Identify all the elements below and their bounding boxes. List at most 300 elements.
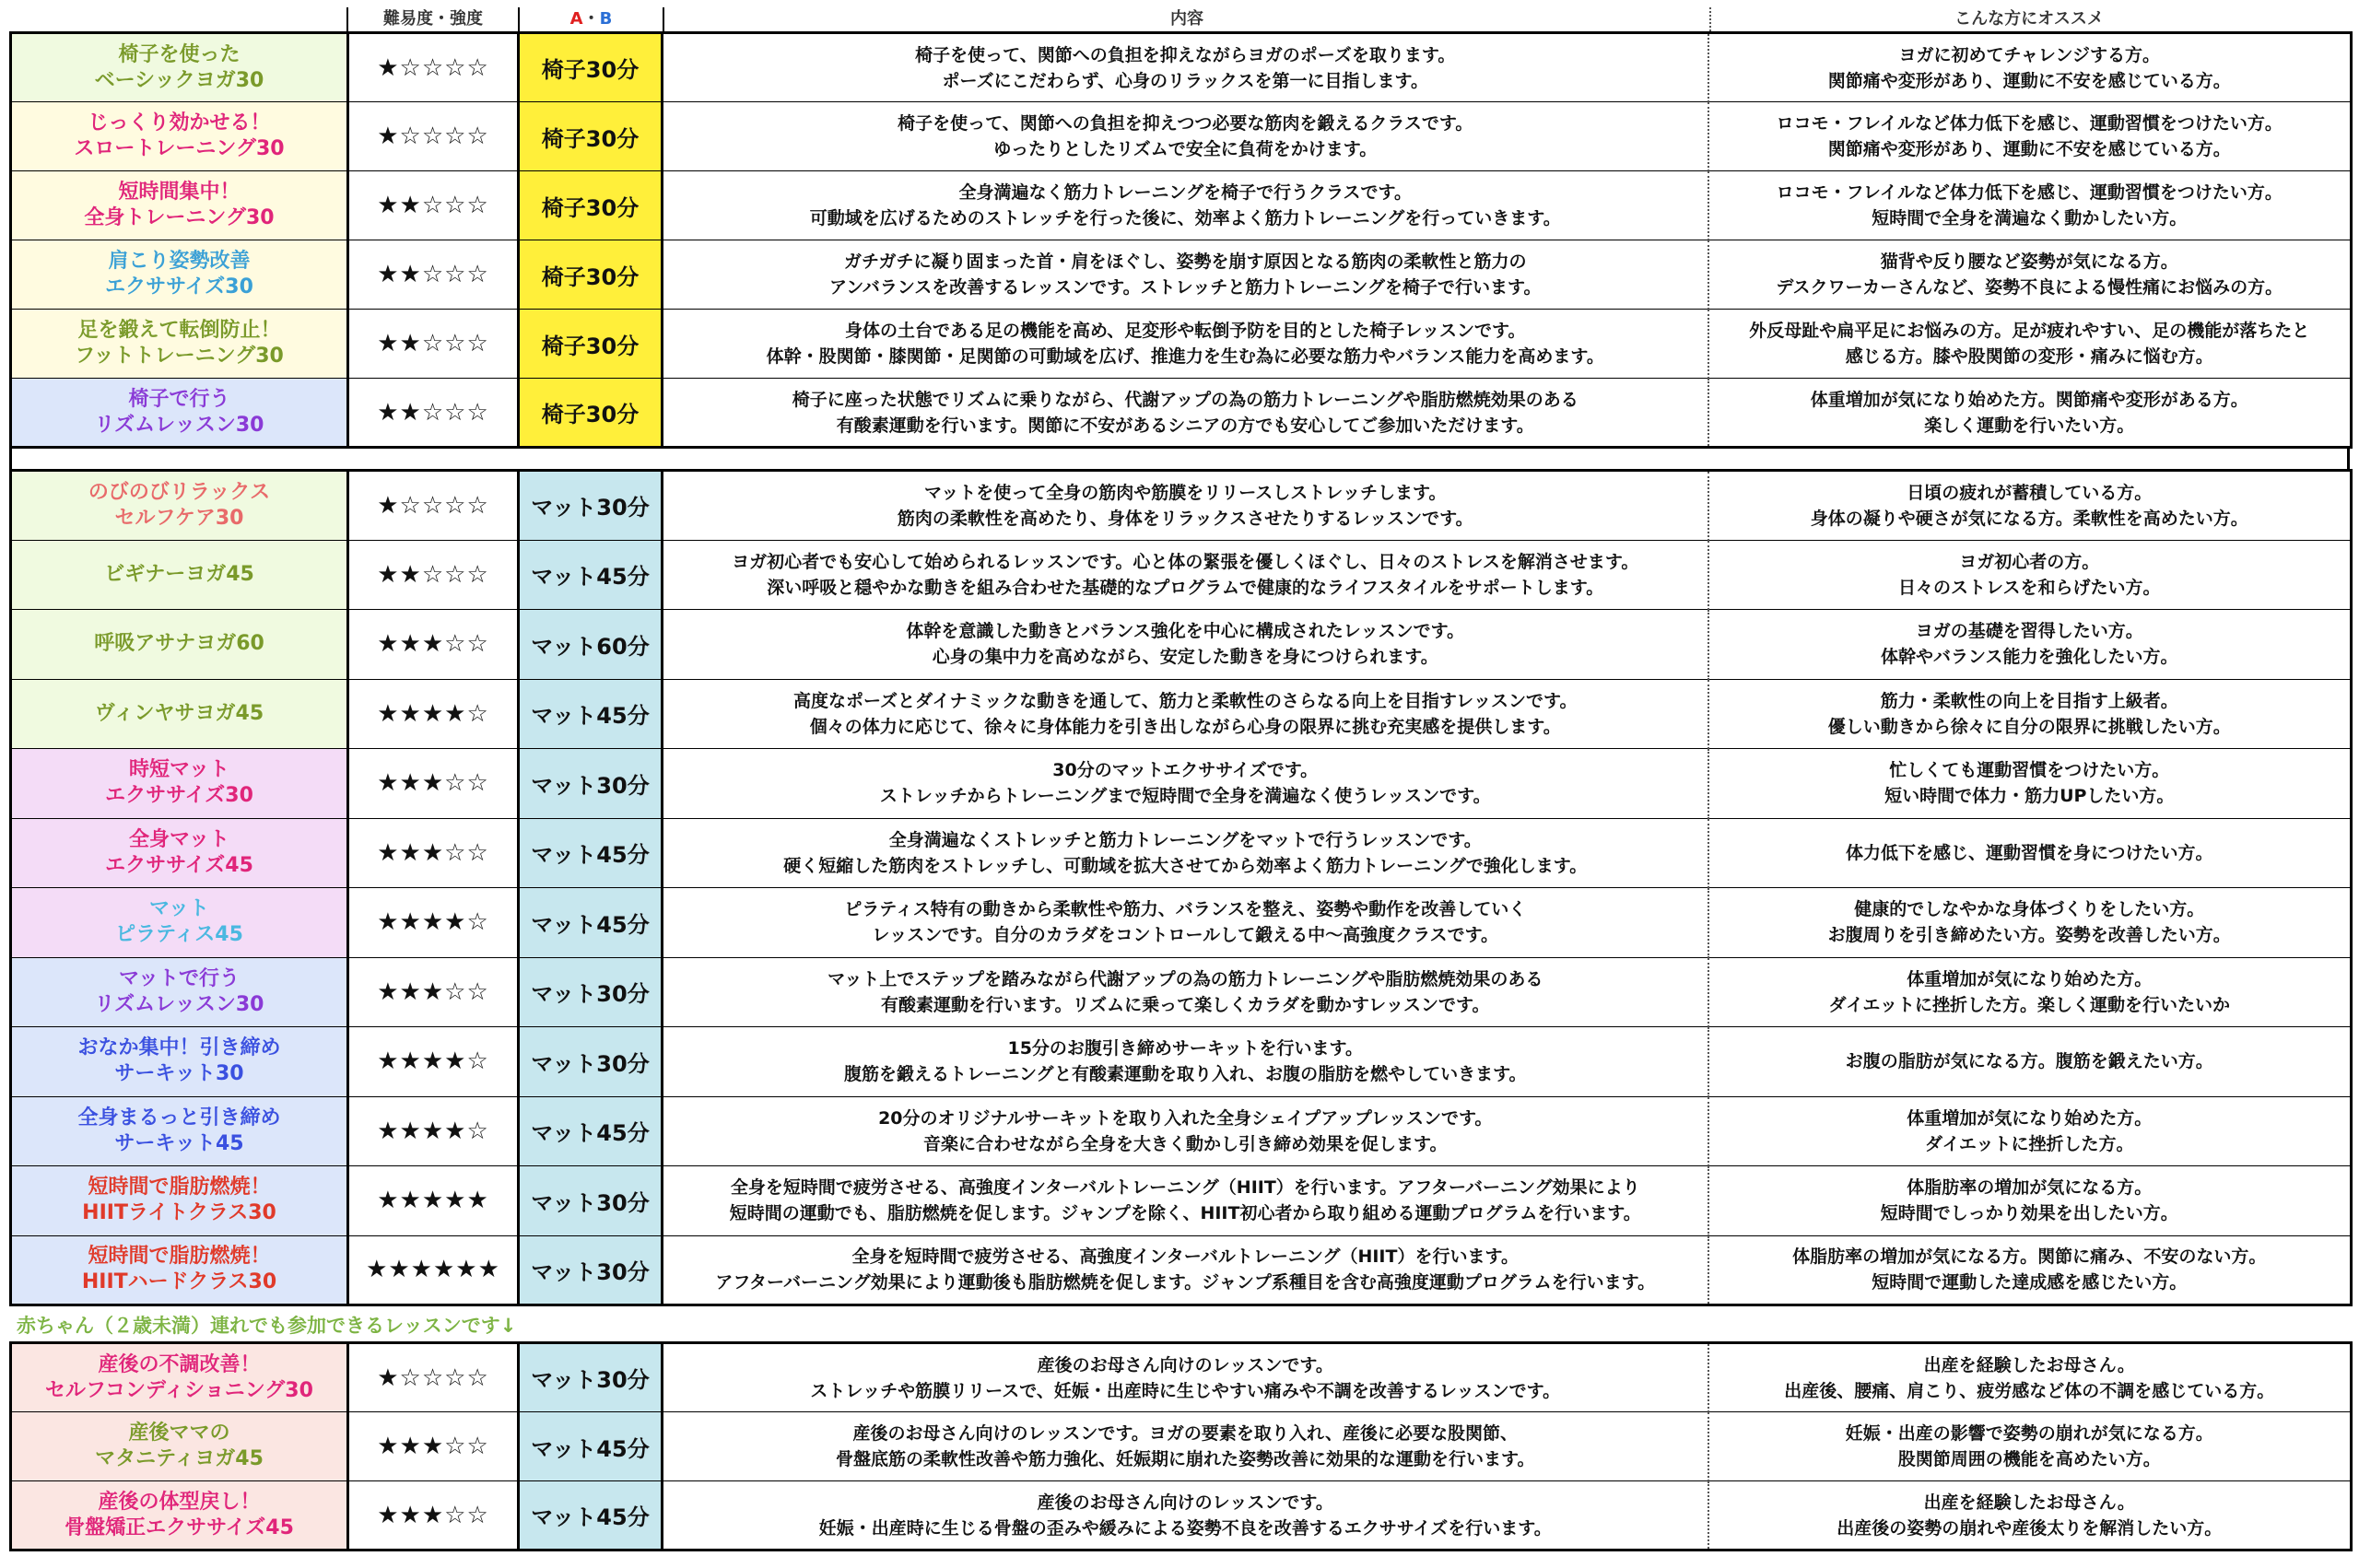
difficulty-stars: ★★★☆☆ [377,1433,489,1460]
lesson-name: 足を鍛えて転倒防止！ [77,319,281,342]
description-cell [663,1027,1708,1097]
description-line: アフターバーニング効果により運動後も脂肪燃焼を促します。ジャンプ系種目を含む高強度運動プログラムを行います。 [715,1272,1656,1293]
difficulty-stars: ★★☆☆☆ [377,398,489,427]
table-row [11,888,2352,958]
recommend-line: 日頃の疲れが蓄積している方。 [1907,482,2153,503]
lesson-name: 短時間で脂肪燃焼！ [88,1176,271,1199]
difficulty-stars: ★★★☆☆ [377,838,489,867]
table-row [11,818,2352,888]
description-line: ガチガチに凝り固まった首・肩をほぐし、姿勢を崩す原因となる筋肉の柔軟性と筋力の [843,252,1527,272]
description-line: レッスンです。自分のカラダをコントロールして鍛える中〜高強度クラスです。 [872,925,1499,946]
lesson-name: サーキット30 [114,1062,244,1086]
recommend-line: 体幹やバランス能力を強化したい方。 [1881,647,2178,668]
recommend-line: 短時間でしっかり効果を出したい方。 [1880,1203,2178,1224]
table-row [11,471,2352,541]
lesson-name: ピラティス45 [115,923,243,947]
recommend-line: 身体の凝りや硬さが気になる方。柔軟性を高めたい方。 [1810,508,2248,529]
lesson-name-cell [11,1412,348,1481]
format-label: マット45分 [531,842,650,869]
description-cell [663,957,1708,1027]
lesson-name: じっくり効かせる！ [88,111,271,135]
description-line: 椅子を使って、関節への負担を抑えながらヨガのポーズを取ります。 [915,44,1456,65]
difficulty-stars: ★★★☆☆ [377,630,489,659]
recommend-cell [1708,888,2352,958]
recommend-cell [1708,957,2352,1027]
recommend-line: 忙しくても運動習慣をつけたい方。 [1889,760,2170,781]
lesson-name-cell [11,957,348,1027]
table-row [11,1096,2352,1166]
recommend-line: 体重増加が気になり始めた方。 [1907,1107,2153,1129]
lesson-name-cell [11,240,348,310]
format-cell [519,379,663,448]
difficulty-stars: ★★★★☆ [377,1117,489,1145]
recommend-line: 日々のストレスを和らげたい方。 [1898,577,2161,598]
format-cell [519,818,663,888]
format-cell [519,749,663,819]
description-line: ストレッチからトレーニングまで短時間で全身を満遍なく使うレッスンです。 [879,786,1491,807]
lesson-name-cell [11,33,348,102]
format-label: マット45分 [531,911,650,938]
lesson-name-cell [11,1027,348,1097]
recommend-cell [1708,379,2352,448]
description-line: 体幹・股関節・膝関節・足関節の可動域を広げ、推進力を生む為に必要な筋力やバランス能力を高めます。 [766,346,1604,367]
recommend-line: ヨガの基礎を習得したい方。 [1915,621,2143,642]
lesson-name: ビギナーヨガ45 [104,562,254,586]
recommend-cell [1708,1096,2352,1166]
recommend-line: 体脂肪率の増加が気になる方。関節に痛み、不安のない方。 [1792,1246,2267,1268]
description-line: 個々の体力に応じて、徐々に身体能力を引き出しながら心身の限界に挑む充実感を提供します。 [809,716,1561,737]
recommend-line: お腹の脂肪が気になる方。腹筋を鍛えたい方。 [1845,1051,2213,1072]
description-line: 可動域を広げるためのストレッチを行った後に、効率よく筋力トレーニングを行っていきます。 [809,208,1561,228]
lesson-name: 呼吸アサナヨガ60 [94,632,264,656]
description-cell [663,818,1708,888]
format-label: 椅子30分 [541,194,640,221]
recommend-line: 楽しく運動を行いたい方。 [1924,415,2135,436]
lesson-name-cell [11,888,348,958]
format-cell [519,1096,663,1166]
difficulty-cell [348,1027,519,1097]
mat-lessons-body [11,471,2352,1305]
recommend-line: 出産後、腰痛、肩こり、疲労感など体の不調を感じている方。 [1784,1380,2275,1401]
lesson-name: マット [148,897,210,921]
recommend-cell [1708,102,2352,171]
header-recommend: こんな方にオススメ [1954,9,2104,29]
header-ab-b: B [599,9,613,29]
difficulty-cell [348,240,519,310]
lesson-name: 椅子を使った [118,42,241,66]
difficulty-stars: ★★★★☆ [377,1047,489,1076]
difficulty-cell [348,102,519,171]
difficulty-cell [348,33,519,102]
description-cell [663,679,1708,749]
description-line: 椅子を使って、関節への負担を抑えつつ必要な筋肉を鍛えるクラスです。 [898,113,1473,134]
description-line: 妊娠・出産時に生じる骨盤の歪みや緩みによる姿勢不良を改善するエクササイズを行います。 [818,1517,1552,1539]
format-label: マット30分 [531,981,650,1008]
table-row [11,1166,2352,1236]
difficulty-cell [348,610,519,680]
difficulty-stars: ★★★☆☆ [377,1501,489,1529]
difficulty-cell [348,1412,519,1481]
description-line: 20分のオリジナルサーキットを取り入れた全身シェイプアップレッスンです。 [878,1107,1493,1129]
recommend-line: ロコモ・フレイルなど体力低下を感じ、運動習慣をつけたい方。 [1776,113,2283,134]
recommend-line: 猫背や反り腰など姿勢が気になる方。 [1880,252,2178,272]
difficulty-stars: ★★★☆☆ [377,977,489,1006]
difficulty-cell [348,1096,519,1166]
lesson-name: 骨盤矯正エクササイズ45 [65,1515,294,1539]
format-label: マット45分 [531,1504,650,1530]
description-line: 腹筋を鍛えるトレーニングと有酸素運動を取り入れ、お腹の脂肪を燃やしていきます。 [843,1064,1527,1085]
recommend-line: 関節痛や変形があり、運動に不安を感じている方。 [1827,70,2231,91]
lesson-name-cell [11,610,348,680]
recommend-cell [1708,749,2352,819]
lesson-name: 産後の体型戻し！ [98,1490,261,1514]
recommend-line: 優しい動きから徐々に自分の限界に挑戦したい方。 [1827,716,2231,737]
description-cell [663,888,1708,958]
description-line: ストレッチや筋膜リリースで、妊娠・出産時に生じやすい痛みや不調を改善するレッスンです。 [810,1380,1561,1401]
difficulty-cell [348,818,519,888]
recommend-line: 外反母趾や扁平足にお悩みの方。足が疲れやすい、足の機能が落ちたと [1749,321,2310,341]
table-row [11,379,2352,448]
lesson-name: 全身トレーニング30 [84,206,275,229]
difficulty-cell [348,1235,519,1305]
recommend-cell [1708,540,2352,610]
table-row [11,679,2352,749]
format-label: マット45分 [531,564,650,591]
description-line: 有酸素運動を行います。関節に不安があるシニアの方でも安心してご参加いただけます。 [836,415,1534,436]
difficulty-cell [348,888,519,958]
difficulty-cell [348,1343,519,1412]
description-line: 身体の土台である足の機能を高め、足変形や転倒予防を目的とした椅子レッスンです。 [844,321,1526,341]
table-row [11,1343,2352,1412]
description-cell [663,379,1708,448]
description-line: 体幹を意識した動きとバランス強化を中心に構成されたレッスンです。 [906,621,1465,642]
lesson-name-cell [11,471,348,541]
description-cell [663,1481,1708,1550]
recommend-line: 体脂肪率の増加が気になる方。 [1907,1177,2153,1199]
description-cell [663,471,1708,541]
format-cell [519,957,663,1027]
lesson-name-cell [11,1343,348,1412]
difficulty-cell [348,1166,519,1236]
recommend-line: 短い時間で体力・筋力UPしたい方。 [1884,786,2175,807]
lesson-name: サーキット45 [114,1131,244,1155]
format-label: 椅子30分 [541,263,640,290]
recommend-cell [1708,818,2352,888]
table-row [11,33,2352,102]
description-cell [663,749,1708,819]
baby-lessons-table [9,1341,2353,1551]
format-label: 椅子30分 [541,125,640,152]
format-cell [519,679,663,749]
recommend-cell [1708,1235,2352,1305]
difficulty-stars: ★★★★★★ [366,1256,500,1284]
table-row [11,1027,2352,1097]
recommend-line: 短時間で運動した達成感を感じたい方。 [1872,1272,2188,1293]
format-cell [519,1166,663,1236]
format-cell [519,1412,663,1481]
table-row [11,1235,2352,1305]
lesson-name: エクササイズ45 [105,853,253,877]
recommend-line: 健康的でしなやかな身体づくりをしたい方。 [1854,899,2205,920]
lesson-name: 椅子で行う [128,387,230,411]
lesson-name: 産後の不調改善！ [98,1352,261,1376]
format-cell [519,102,663,171]
format-cell [519,310,663,379]
difficulty-cell [348,1481,519,1550]
recommend-line: 出産を経験したお母さん。 [1923,1354,2135,1375]
chair-lessons-table [9,31,2353,449]
recommend-line: 股関節周囲の機能を高めたい方。 [1897,1449,2161,1469]
difficulty-stars: ★★★☆☆ [377,769,489,798]
format-label: マット45分 [531,1435,650,1462]
format-cell [519,240,663,310]
format-label: マット30分 [531,495,650,521]
lesson-name: 全身マット [128,827,230,851]
description-cell [663,1166,1708,1236]
format-cell [519,1343,663,1412]
recommend-cell [1708,1166,2352,1236]
description-cell [663,310,1708,379]
recommend-cell [1708,171,2352,240]
description-line: 高度なポーズとダイナミックな動きを通して、筋力と柔軟性のさらなる向上を目指すレッスンです。 [793,690,1578,711]
format-label: マット30分 [531,1258,650,1285]
lesson-name: マタニティヨガ45 [95,1447,264,1470]
difficulty-stars: ★★★★★ [377,1187,489,1215]
recommend-cell [1708,1027,2352,1097]
recommend-cell [1708,1343,2352,1412]
lesson-name: セルフコンディショニング30 [45,1378,313,1402]
lesson-name: HIITハードクラス30 [81,1270,277,1294]
baby-lessons-body [11,1343,2352,1550]
recommend-cell [1708,471,2352,541]
description-line: 全身満遍なく筋力トレーニングを椅子で行うクラスです。 [958,182,1413,203]
format-label: 椅子30分 [541,333,640,359]
description-line: 音楽に合わせながら全身を大きく動かし引き締め効果を促します。 [923,1133,1448,1154]
difficulty-stars: ★★☆☆☆ [377,330,489,357]
recommend-cell [1708,1481,2352,1550]
description-line: マット上でステップを踏みながら代謝アップの為の筋力トレーニングや脂肪燃焼効果のある [827,968,1543,989]
description-cell [663,540,1708,610]
lesson-name: のびのびリラックス [88,480,271,504]
difficulty-stars: ★★★★☆ [377,699,489,728]
format-label: マット30分 [531,1189,650,1216]
recommend-line: 感じる方。膝や股関節の変形・痛みに悩む方。 [1845,346,2213,367]
lesson-name: 全身まるっと引き締め [77,1106,281,1129]
recommend-cell [1708,1412,2352,1481]
format-label: マット30分 [531,772,650,799]
lesson-name-cell [11,1096,348,1166]
format-cell [519,471,663,541]
format-cell [519,33,663,102]
difficulty-stars: ★★☆☆☆ [377,560,489,589]
recommend-line: 関節痛や変形があり、運動に不安を感じている方。 [1827,139,2231,159]
format-cell [519,888,663,958]
lesson-name-cell [11,1481,348,1550]
difficulty-stars: ★★☆☆☆ [377,261,489,288]
difficulty-stars: ★☆☆☆☆ [377,491,489,520]
format-cell [519,171,663,240]
lesson-name-cell [11,540,348,610]
description-cell [663,1096,1708,1166]
format-label: マット60分 [531,633,650,660]
lesson-name: マットで行う [118,966,241,990]
lesson-name-cell [11,818,348,888]
format-cell [519,1481,663,1550]
difficulty-stars: ★☆☆☆☆ [377,1363,489,1392]
format-label: マット45分 [531,703,650,730]
baby-note: 赤ちゃん（２歳未満）連れでも参加できるレッスンです↓ [17,1315,517,1337]
table-row [11,310,2352,379]
table-row [11,1412,2352,1481]
recommend-line: お腹周りを引き締めたい方。姿勢を改善したい方。 [1827,925,2231,946]
format-cell [519,540,663,610]
header-ab-a: A [569,9,583,29]
recommend-line: 体重増加が気になり始めた方。関節痛や変形がある方。 [1810,389,2248,410]
description-cell [663,1235,1708,1305]
difficulty-cell [348,171,519,240]
recommend-line: ヨガ初心者の方。 [1959,551,2100,572]
description-line: 短時間の運動でも、脂肪燃焼を促します。ジャンプを除く、HIIT初心者から取り組める運動プログラムを行います。 [729,1203,1641,1224]
header-ab [520,7,663,31]
description-line: 30分のマットエクササイズです。 [1052,760,1319,781]
recommend-line: 体力低下を感じ、運動習慣を身につけたい方。 [1845,842,2213,863]
header-ab-dot: ・ [582,9,600,29]
lesson-name: フットトレーニング30 [75,345,284,368]
recommend-cell [1708,310,2352,379]
description-line: 全身を短時間で疲労させる、高強度インターバルトレーニング（HIIT）を行います。 [851,1246,1519,1268]
lesson-name-cell [11,1235,348,1305]
description-cell [663,171,1708,240]
recommend-line: ヨガに初めてチャレンジする方。 [1898,44,2160,65]
table-row [11,610,2352,680]
table-row [11,1481,2352,1550]
table-row [11,240,2352,310]
description-line: 産後のお母さん向けのレッスンです。 [1037,1354,1333,1375]
recommend-cell [1708,240,2352,310]
lesson-name-cell [11,749,348,819]
lesson-name: 短時間集中！ [118,181,241,204]
description-line: 骨盤底筋の柔軟性改善や筋力強化、妊娠期に崩れた姿勢改善に効果的な運動を行います。 [836,1449,1535,1469]
description-line: 全身満遍なくストレッチと筋力トレーニングをマットで行うレッスンです。 [888,829,1482,850]
header-difficulty: 難易度・強度 [383,9,483,29]
lesson-name-cell [11,102,348,171]
table-row [11,957,2352,1027]
lesson-name-cell [11,379,348,448]
lesson-name: 産後ママの [128,1422,230,1445]
recommend-line: 体重増加が気になり始めた方。 [1907,968,2153,989]
description-cell [663,610,1708,680]
description-line: 深い呼吸と穏やかな動きを組み合わせた基礎的なプログラムで健康的なライフスタイルをサポートします。 [767,577,1604,598]
description-line: 椅子に座った状態でリズムに乗りながら、代謝アップの為の筋力トレーニングや脂肪燃焼効果のある [792,389,1579,410]
description-line: 産後のお母さん向けのレッスンです。 [1037,1492,1333,1513]
recommend-line: ロコモ・フレイルなど体力低下を感じ、運動習慣をつけたい方。 [1776,182,2283,203]
lesson-name: おなか集中！引き締め [77,1036,281,1060]
lesson-name: スロートレーニング30 [74,137,285,160]
format-label: マット30分 [531,1050,650,1077]
format-label: 椅子30分 [541,57,640,83]
lesson-name-cell [11,1166,348,1236]
description-line: 心身の集中力を高めながら、安定した動きを身につけられます。 [932,647,1438,668]
recommend-line: 妊娠・出産の影響で姿勢の崩れが気になる方。 [1845,1423,2213,1444]
lesson-name: エクササイズ30 [105,275,253,298]
description-line: 全身を短時間で疲労させる、高強度インターバルトレーニング（HIIT）を行います。アフターバーニング効果により [730,1177,1640,1199]
lesson-name: 短時間で脂肪燃焼！ [88,1245,271,1269]
lesson-name: リズムレッスン30 [94,413,264,437]
recommend-line: ダイエットに挫折した方。楽しく運動を行いたいか [1828,994,2230,1015]
recommend-cell [1708,33,2352,102]
format-cell [519,1027,663,1097]
description-cell [663,33,1708,102]
description-cell [663,240,1708,310]
header-content: 内容 [1170,9,1203,29]
description-line: ヨガ初心者でも安心して始められるレッスンです。心と体の緊張を優しくほぐし、日々のストレスを解消させます。 [732,551,1639,572]
recommend-cell [1708,610,2352,680]
description-line: マットを使って全身の筋肉や筋膜をリリースしストレッチします。 [923,482,1447,503]
difficulty-stars: ★★★★☆ [377,908,489,937]
section-gap [9,449,2350,469]
chair-lessons-body [11,33,2352,448]
difficulty-cell [348,471,519,541]
difficulty-cell [348,749,519,819]
description-line: 硬く短縮した筋肉をストレッチし、可動域を拡大させてから効率よく筋力トレーニングで強化します。 [783,855,1588,876]
table-row [11,171,2352,240]
format-label: マット30分 [531,1367,650,1393]
format-label: 椅子30分 [541,402,640,427]
lesson-name: HIITライトクラス30 [82,1201,276,1225]
description-cell [663,1412,1708,1481]
table-header [0,7,2359,31]
table-row [11,749,2352,819]
recommend-line: 筋力・柔軟性の向上を目指す上級者。 [1880,690,2178,711]
lesson-name: ベーシックヨガ30 [94,68,264,92]
difficulty-cell [348,310,519,379]
description-line: ポーズにこだわらず、心身のリラックスを第一に目指します。 [942,70,1428,91]
lesson-name-cell [11,310,348,379]
difficulty-cell [348,679,519,749]
table-row [11,540,2352,610]
recommend-line: デスクワーカーさんなど、姿勢不良による慢性痛にお悩みの方。 [1776,277,2283,298]
lesson-name: ヴィンヤサヨガ45 [94,701,264,725]
description-line: アンバランスを改善するレッスンです。ストレッチと筋力トレーニングを椅子で行います。 [828,277,1542,298]
description-cell [663,102,1708,171]
recommend-line: ダイエットに挫折した方。 [1925,1133,2134,1154]
difficulty-stars: ★☆☆☆☆ [377,123,489,150]
lesson-name-cell [11,679,348,749]
difficulty-cell [348,379,519,448]
description-line: 筋肉の柔軟性を高めたり、身体をリラックスさせたりするレッスンです。 [897,508,1473,529]
lesson-name: 時短マット [128,758,230,782]
recommend-cell [1708,679,2352,749]
description-line: ゆったりとしたリズムで安全に負荷をかけます。 [993,139,1378,159]
description-line: 産後のお母さん向けのレッスンです。ヨガの要素を取り入れ、産後に必要な股関節、 [852,1423,1518,1444]
mat-lessons-table [9,469,2353,1306]
difficulty-cell [348,957,519,1027]
difficulty-cell [348,540,519,610]
description-line: 有酸素運動を行います。リズムに乗って楽しくカラダを動かすレッスンです。 [881,994,1490,1015]
lesson-name: リズムレッスン30 [94,992,264,1016]
format-label: マット45分 [531,1120,650,1147]
lesson-name: エクササイズ30 [105,784,253,808]
recommend-line: 出産後の姿勢の崩れや産後太りを解消したい方。 [1837,1517,2223,1539]
format-cell [519,610,663,680]
description-cell [663,1343,1708,1412]
difficulty-stars: ★☆☆☆☆ [377,53,489,82]
difficulty-stars: ★★☆☆☆ [377,192,489,219]
lesson-name: セルフケア30 [114,506,244,530]
format-cell [519,1235,663,1305]
lesson-name-cell [11,171,348,240]
recommend-line: 短時間で全身を満遍なく動かしたい方。 [1872,208,2188,228]
